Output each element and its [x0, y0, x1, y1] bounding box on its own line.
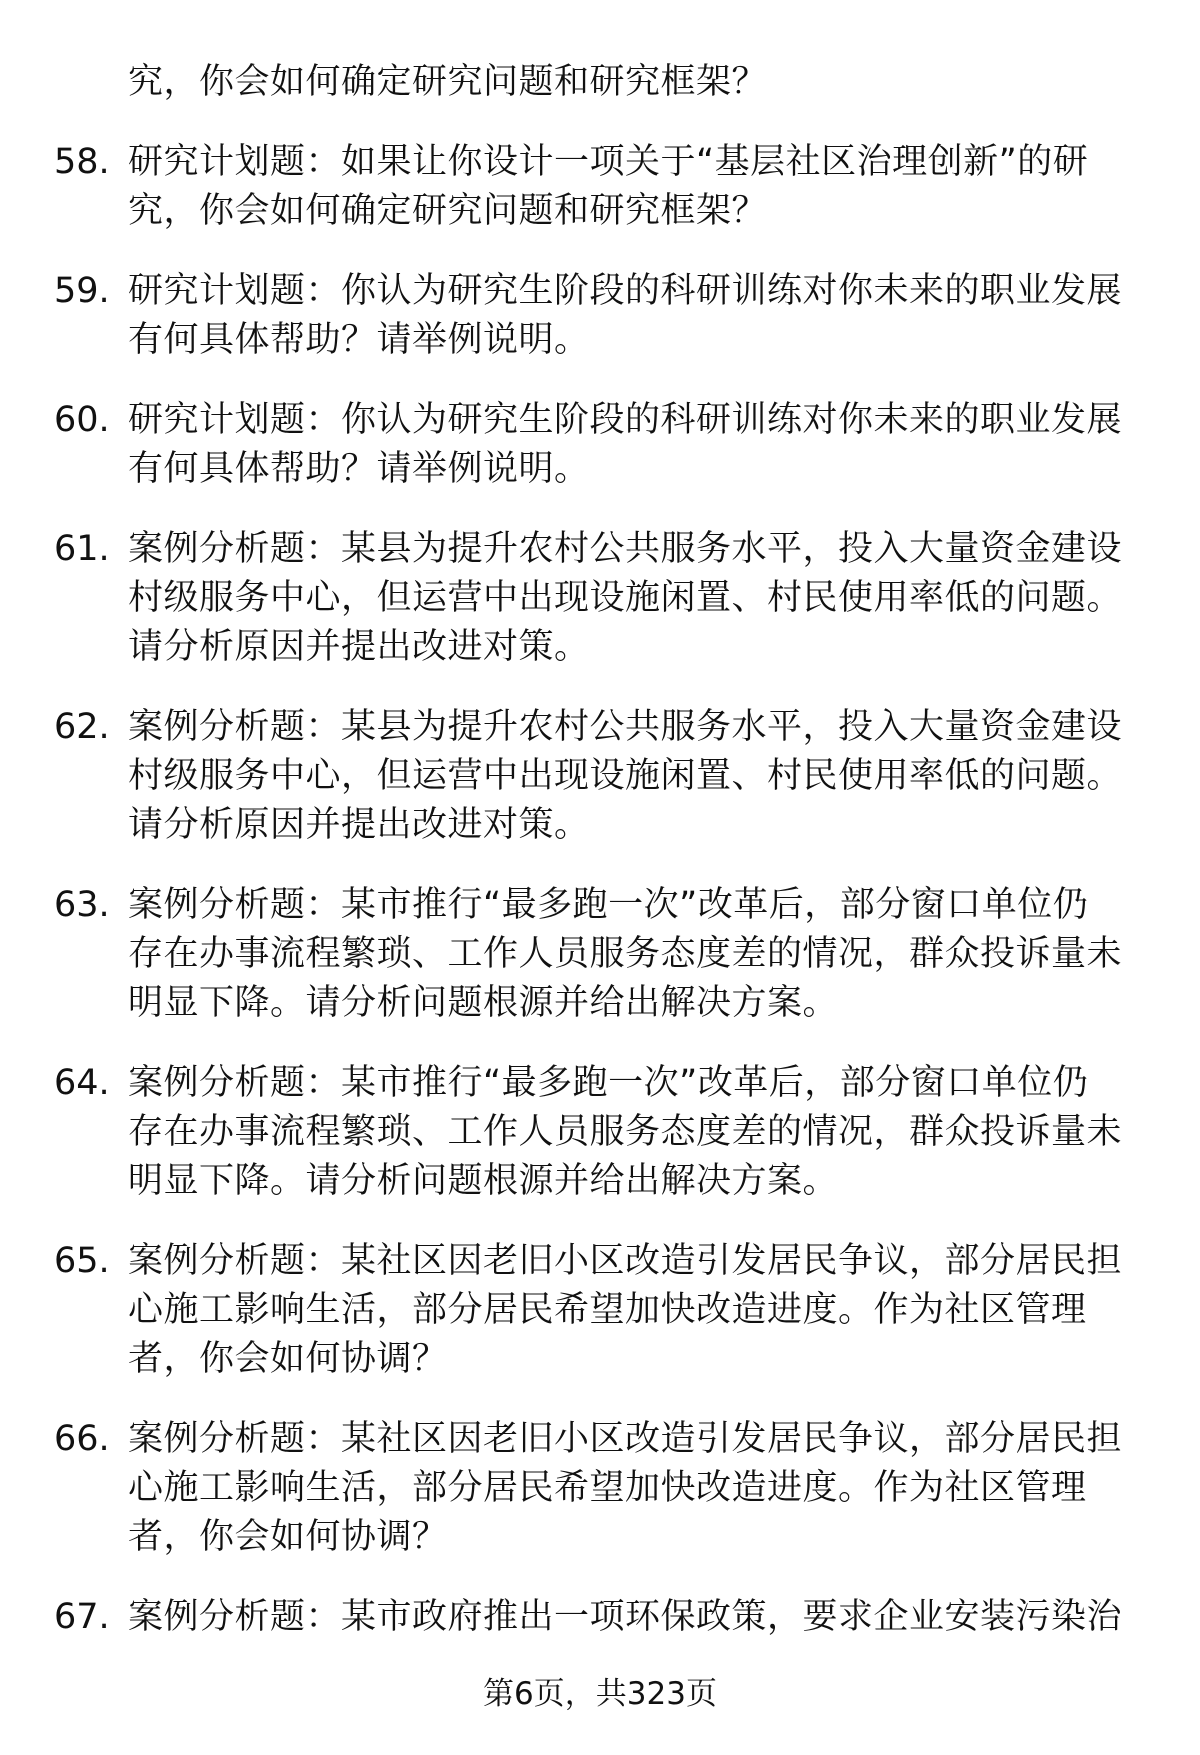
question-item [0, 396, 1200, 494]
question-text-line: 案例分析题：某市推行“最多跑一次”改革后，部分窗口单位仍 [128, 885, 1089, 925]
question-item [0, 525, 1200, 672]
question-text-line: 有何具体帮助？请举例说明。 [128, 320, 590, 360]
question-text-line: 案例分析题：某县为提升农村公共服务水平，投入大量资金建设 [128, 707, 1123, 747]
question-item [0, 1059, 1200, 1206]
question-text-line: 研究计划题：你认为研究生阶段的科研训练对你未来的职业发展 [128, 271, 1123, 311]
question-item [0, 881, 1200, 1028]
question-list [0, 58, 1200, 1673]
question-text-line: 村级服务中心，但运营中出现设施闲置、村民使用率低的问题。 [128, 756, 1123, 796]
question-number: 64. [54, 1063, 110, 1103]
question-number: 67. [54, 1597, 110, 1637]
question-text-line: 心施工影响生活，部分居民希望加快改造进度。作为社区管理 [128, 1468, 1087, 1508]
question-text-line: 请分析原因并提出改进对策。 [128, 627, 590, 667]
question-text-line: 研究计划题：如果让你设计一项关于“基层社区治理创新”的研 [128, 142, 1089, 182]
question-item [0, 58, 1200, 107]
question-text-line: 案例分析题：某县为提升农村公共服务水平，投入大量资金建设 [128, 529, 1123, 569]
question-text-line: 心施工影响生活，部分居民希望加快改造进度。作为社区管理 [128, 1290, 1087, 1330]
question-text-line: 明显下降。请分析问题根源并给出解决方案。 [128, 983, 839, 1023]
question-number: 59. [54, 271, 110, 311]
question-item [0, 1237, 1200, 1384]
question-number: 58. [54, 142, 110, 182]
question-item [0, 1593, 1200, 1642]
question-number: 65. [54, 1241, 110, 1281]
question-text-line: 究，你会如何确定研究问题和研究框架？ [128, 62, 768, 102]
question-text-line: 案例分析题：某社区因老旧小区改造引发居民争议，部分居民担 [128, 1241, 1123, 1281]
question-text-line: 存在办事流程繁琐、工作人员服务态度差的情况，群众投诉量未 [128, 934, 1123, 974]
question-text-line: 案例分析题：某社区因老旧小区改造引发居民争议，部分居民担 [128, 1419, 1123, 1459]
question-item [0, 703, 1200, 850]
question-text-line: 者，你会如何协调？ [128, 1517, 448, 1557]
question-text-line: 存在办事流程繁琐、工作人员服务态度差的情况，群众投诉量未 [128, 1112, 1123, 1152]
question-text-line: 请分析原因并提出改进对策。 [128, 805, 590, 845]
question-text-line: 研究计划题：你认为研究生阶段的科研训练对你未来的职业发展 [128, 400, 1123, 440]
question-number: 60. [54, 400, 110, 440]
question-text-line: 案例分析题：某市推行“最多跑一次”改革后，部分窗口单位仍 [128, 1063, 1089, 1103]
page-footer: 第6页，共323页 [483, 1676, 717, 1712]
question-text-line: 案例分析题：某市政府推出一项环保政策，要求企业安装污染治 [128, 1597, 1123, 1637]
question-number: 63. [54, 885, 110, 925]
question-text-line: 有何具体帮助？请举例说明。 [128, 449, 590, 489]
question-text-line: 者，你会如何协调？ [128, 1339, 448, 1379]
question-number: 66. [54, 1419, 110, 1459]
question-text-line: 村级服务中心，但运营中出现设施闲置、村民使用率低的问题。 [128, 578, 1123, 618]
question-text-line: 究，你会如何确定研究问题和研究框架？ [128, 191, 768, 231]
question-text-line: 明显下降。请分析问题根源并给出解决方案。 [128, 1161, 839, 1201]
question-item [0, 267, 1200, 365]
question-number: 62. [54, 707, 110, 747]
question-item [0, 1415, 1200, 1562]
question-number: 61. [54, 529, 110, 569]
question-item [0, 138, 1200, 236]
